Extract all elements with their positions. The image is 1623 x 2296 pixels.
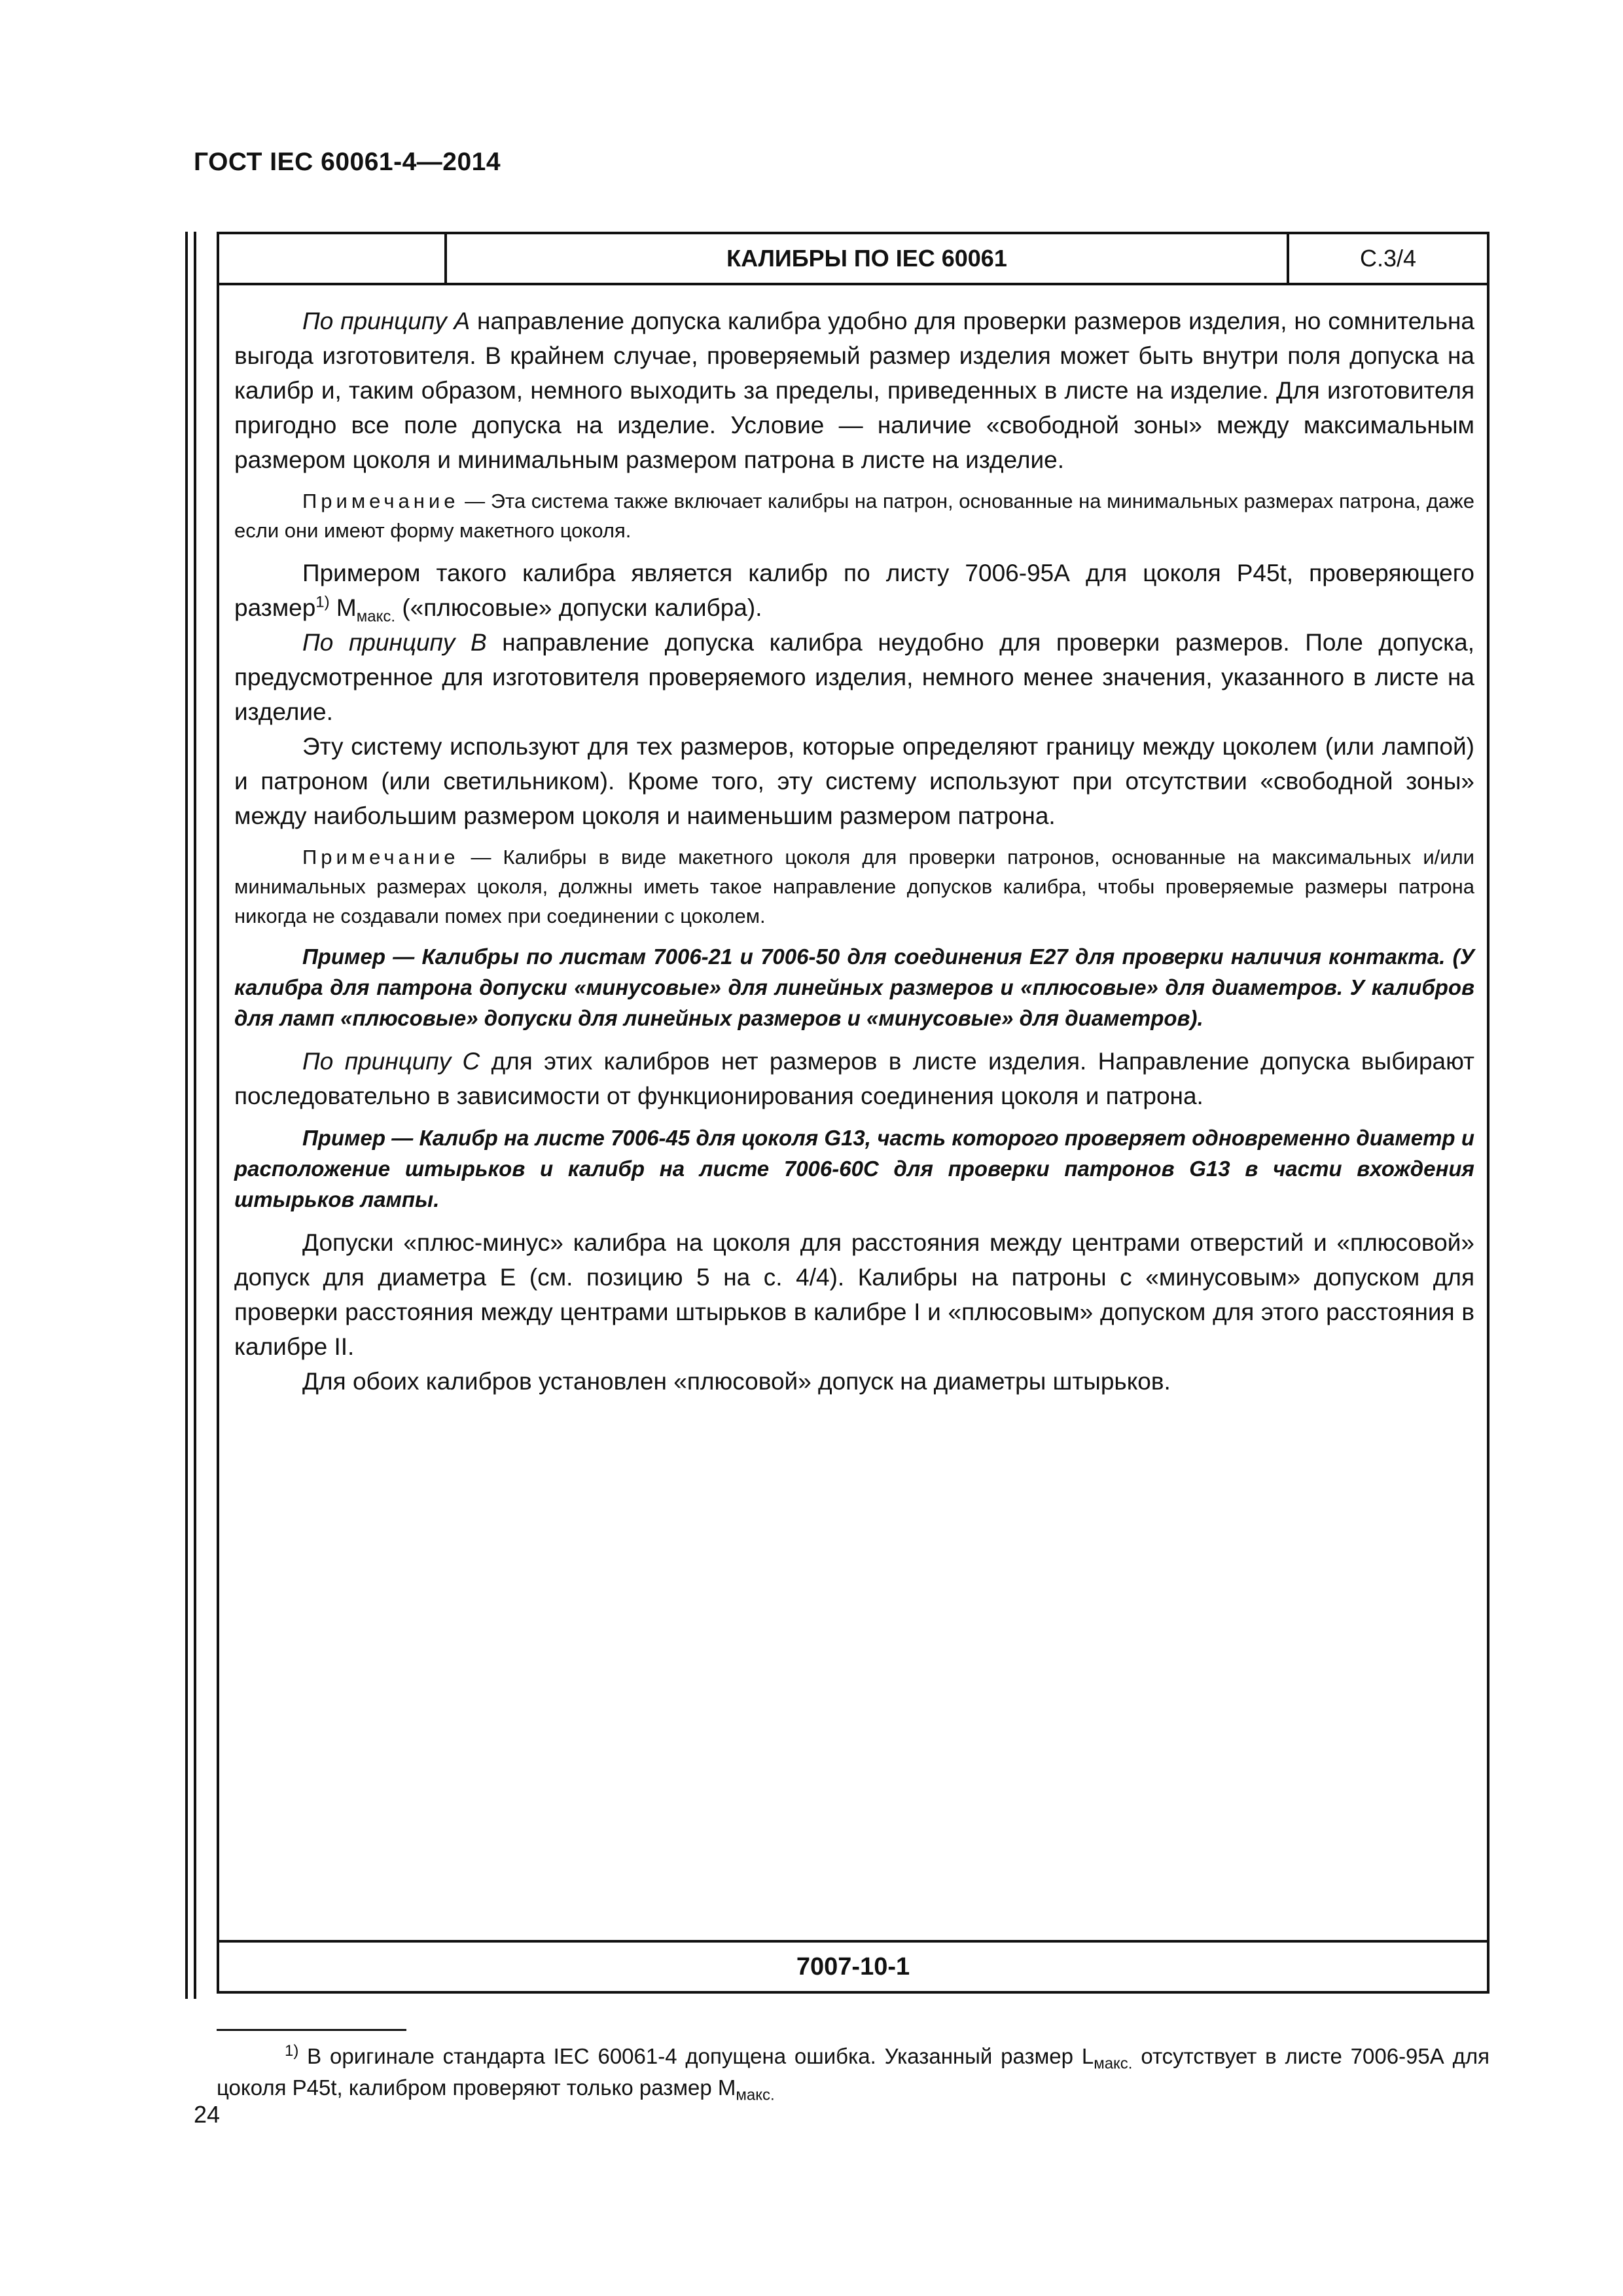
paragraph-text: Примером такого калибра является калибр по листу 7006-95А для цоколя P45t, проверяющего размер xyxy=(234,560,1474,621)
principle-a-text: направление допуска калибра удобно для проверки размеров изделия, но сомнительна выгода изготовителя. В крайнем случае, проверяемый размер изделия может быть внутри поля допуска на калибр и, таким образом, немного выходить за пределы, приведенных в листе на изделие. Для изготовителя пригодно все поле допуска на изделие. Условие — наличие «свободной зоны» между максимальным размером цоколя и минимальным размером патрона в листе на изделие. xyxy=(234,308,1474,473)
note-label: Примечание xyxy=(302,490,459,512)
margin-rule-inner xyxy=(194,232,196,1999)
sheet-code-row xyxy=(219,1940,1487,1991)
subscript: макс. xyxy=(736,2086,775,2104)
footnote-text: отсутствует в листе 7006-95А для цоколя P45t, калибром проверяют только размер M xyxy=(217,2044,1489,2100)
paragraph-text: M xyxy=(329,594,357,621)
sheet-number: С.3/4 xyxy=(1359,245,1417,272)
paragraph-tolerances: Допуски «плюс-минус» калибра на цоколя для расстояния между центрами отверстий и «плюсовой» допуск для диаметра Е (см. позицию 5 на с. 4/4). Калибры на патроны с «минусовым» допуском для проверки расстояния между центрами штырьков в калибре I и «плюсовым» допуском для этого расстояния в калибре II. xyxy=(234,1229,1474,1360)
note-label: Примечание xyxy=(302,846,459,869)
note-2 xyxy=(234,842,1474,931)
note-1 xyxy=(234,486,1474,545)
footnote-text: В оригинале стандарта IEC 60061-4 допущена ошибка. Указанный размер L xyxy=(298,2044,1094,2068)
footnote-mark: 1) xyxy=(285,2042,299,2060)
margin-rule-outer xyxy=(185,232,188,1999)
subscript: макс. xyxy=(356,607,396,626)
principle-a-lead: По принципу А xyxy=(302,308,471,334)
page-number: 24 xyxy=(194,2101,221,2128)
title-row xyxy=(219,234,1487,285)
principle-b-lead: По принципу В xyxy=(302,629,487,656)
footnote xyxy=(217,2041,1489,2104)
example-2: Пример — Калибр на листе 7006-45 для цоколя G13, часть которого проверяет одновременно диаметр и расположение штырьков и калибр на листе 7006-60С для проверки патронов G13 в части вхождения штырьков лампы. xyxy=(234,1126,1474,1211)
document-code: ГОСТ IEC 60061-4—2014 xyxy=(194,148,501,176)
paragraph-text: («плюсовые» допуски калибра). xyxy=(395,594,762,621)
sheet-code: 7007-10-1 xyxy=(796,1952,910,1981)
sheet-content xyxy=(234,304,1474,1399)
paragraph-pins: Для обоих калибров установлен «плюсовой» допуск на диаметры штырьков. xyxy=(302,1368,1171,1395)
sheet-title: КАЛИБРЫ ПО IEC 60061 xyxy=(447,234,1289,283)
footnote-marker: 1) xyxy=(315,593,330,611)
principle-c-text: для этих калибров нет размеров в листе изделия. Направление допуска выбирают последовательно в зависимости от функционирования соединения цоколя и патрона. xyxy=(234,1048,1474,1109)
sheet-frame xyxy=(217,232,1489,1994)
title-cell-left xyxy=(219,234,447,283)
footnote-divider xyxy=(217,2029,406,2031)
paragraph-principle-a xyxy=(234,304,1474,477)
example-1: Пример — Калибры по листам 7006-21 и 7006-50 для соединения Е27 для проверки наличия контакта. (У калибра для патрона допуски «минусовые» для линейных размеров и «плюсовые» для диаметров. У калибров для ламп «плюсовые» допуски для линейных размеров и «минусовые» для диаметров). xyxy=(234,944,1474,1030)
note-text: — Калибры в виде макетного цоколя для проверки патронов, основанные на максимальных и/или минимальных размерах цоколя, должны иметь такое направление допусков калибра, чтобы проверяемые размеры патрона никогда не создавали помех при соединении с цоколем. xyxy=(234,846,1474,927)
paragraph-principle-b xyxy=(234,625,1474,729)
note-text: — Эта система также включает калибры на патрон, основанные на минимальных размерах патрона, даже если они имеют форму макетного цоколя. xyxy=(234,490,1474,542)
principle-c-lead: По принципу С xyxy=(302,1048,480,1075)
paragraph-system-usage: Эту систему используют для тех размеров, которые определяют границу между цоколем (или лампой) и патроном (или светильником). Кроме того, эту систему используют при отсутствии «свободной зоны» между наибольшим размером цоколя и наименьшим размером патрона. xyxy=(234,733,1474,829)
paragraph-principle-c xyxy=(234,1044,1474,1113)
subscript: макс. xyxy=(1094,2054,1133,2073)
paragraph-example-gauge xyxy=(234,556,1474,625)
principle-b-text: направление допуска калибра неудобно для проверки размеров. Поле допуска, предусмотренное для изготовителя проверяемого изделия, немного менее значения, указанного в листе на изделие. xyxy=(234,629,1474,725)
